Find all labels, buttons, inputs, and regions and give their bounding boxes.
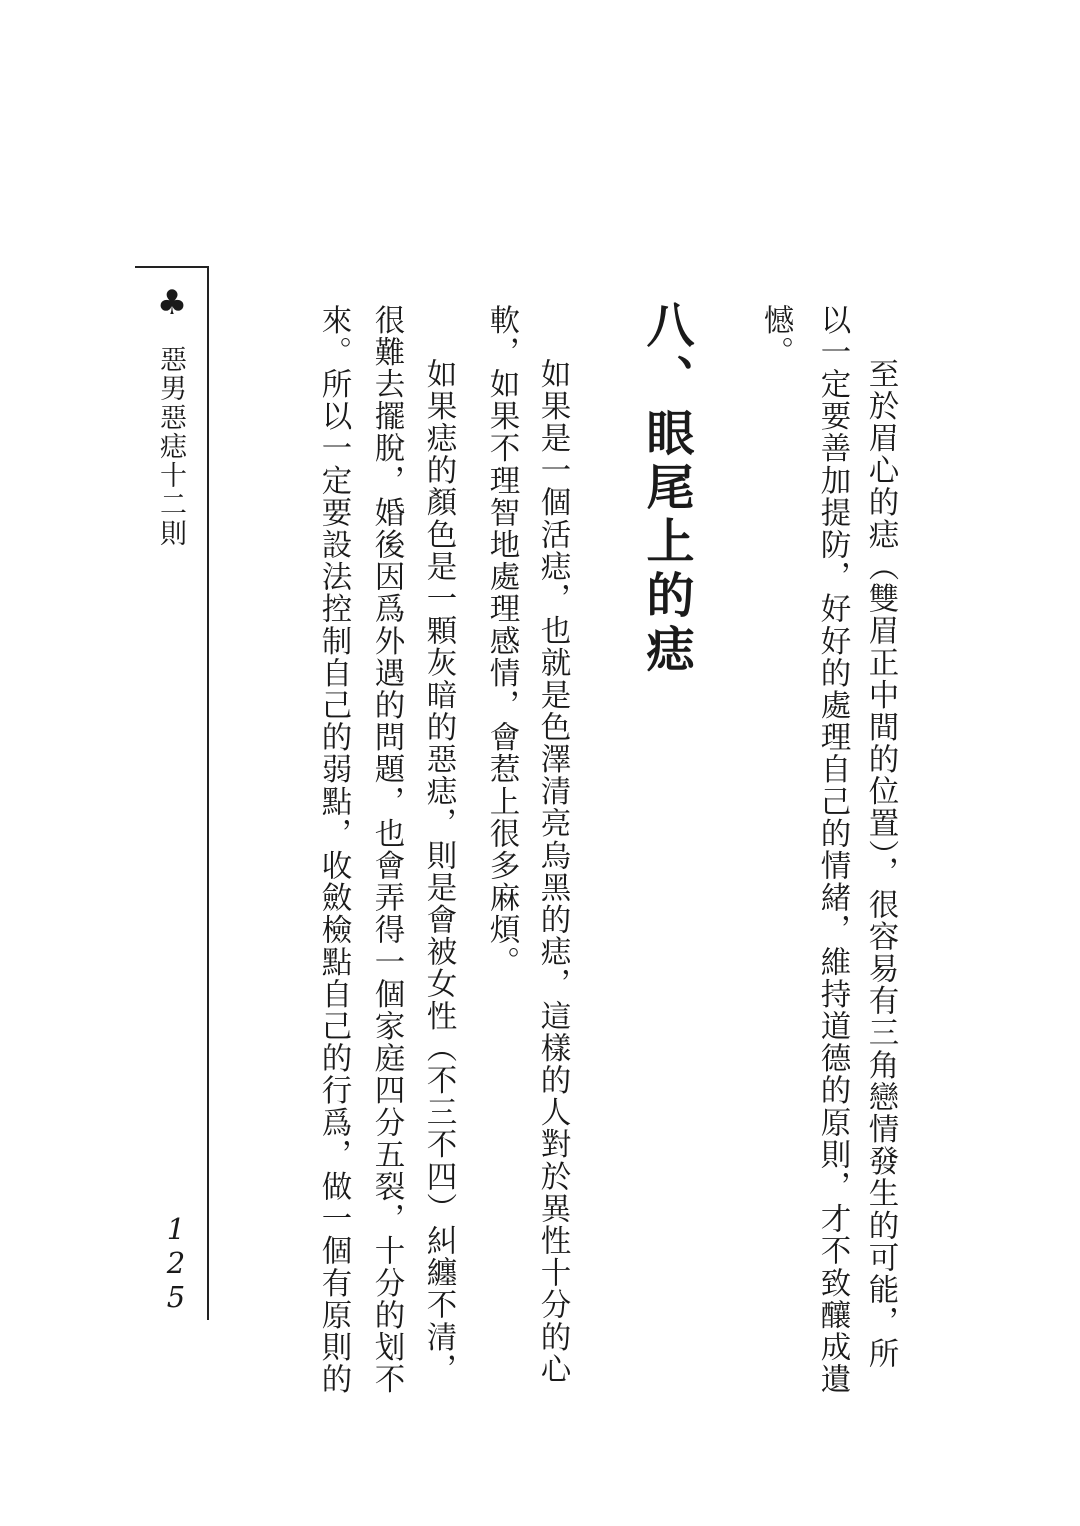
page-number: 125 — [159, 1212, 193, 1314]
text-column: 憾。 — [758, 304, 793, 369]
text-column: 來。所以一定要設法控制自己的弱點，收斂檢點自己的行爲，做一個有原則的 — [316, 304, 351, 1396]
header-rule-horizontal — [135, 266, 209, 268]
club-suit-icon: ♣ — [156, 283, 188, 323]
text-column: 以一定要善加提防，好好的處理自己的情緒，維持道德的原則，才不致釀成遺 — [815, 304, 850, 1396]
text-column: 如果是一個活痣，也就是色澤清亮烏黑的痣，這樣的人對於異性十分的心 — [535, 358, 570, 1386]
text-column: 如果痣的顏色是一顆灰暗的惡痣，則是會被女性（不三不四）糾纏不清， — [421, 358, 456, 1386]
text-column: 很難去擺脫，婚後因爲外遇的問題，也會弄得一個家庭四分五裂，十分的划不 — [369, 304, 404, 1396]
margin-rule-vertical — [207, 266, 209, 1320]
text-column: 至於眉心的痣（雙眉正中間的位置），很容易有三角戀情發生的可能，所 — [863, 358, 898, 1370]
section-heading: 八、眼尾上的痣 — [638, 300, 694, 678]
running-head-title: 惡男惡痣十二則 — [155, 345, 186, 548]
text-column: 軟，如果不理智地處理感情，會惹上很多麻煩。 — [484, 304, 519, 979]
